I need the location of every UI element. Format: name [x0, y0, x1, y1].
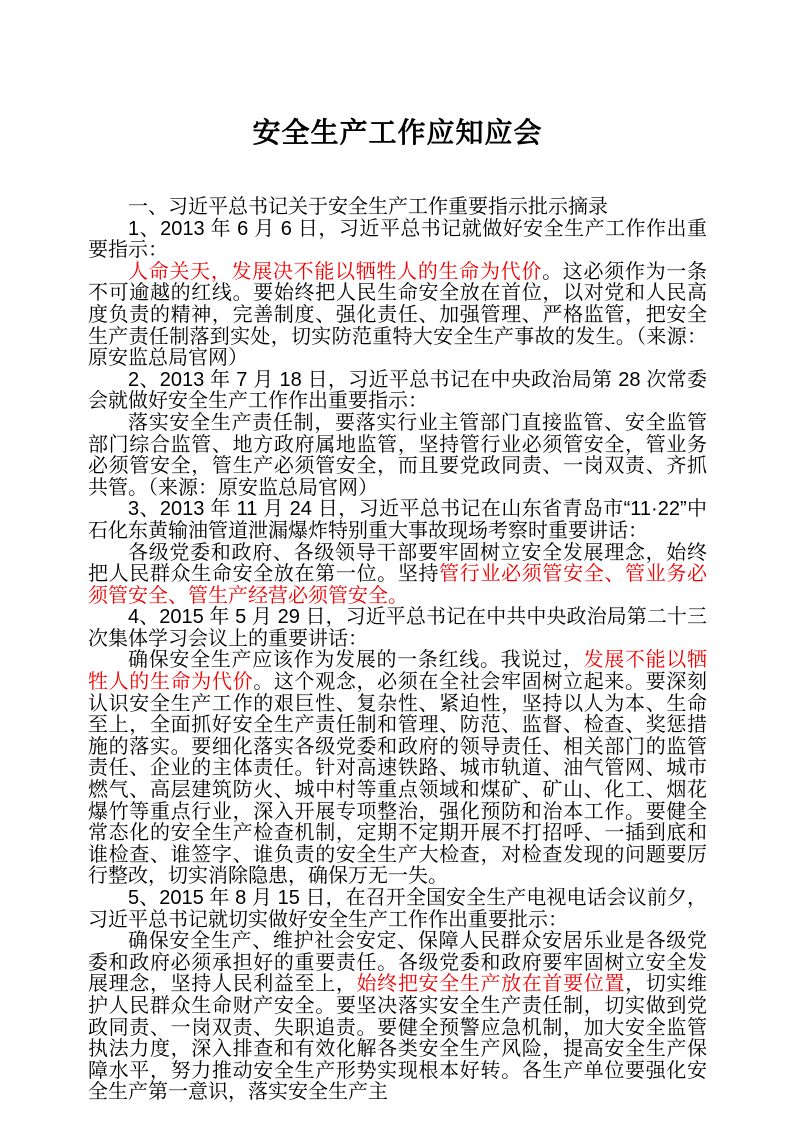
- text-run: 确保安全生产应该作为发展的一条红线。我说过，: [128, 649, 584, 672]
- highlighted-text-run: 人命关天，发展决不能以牺牲人的生命为代价: [128, 260, 543, 283]
- paragraph: [88, 262, 707, 370]
- text-run: 1、2013 年 6 月 6 日，习近平总书记就做好安全生产工作作出重要指示：: [88, 217, 707, 262]
- paragraph: [88, 888, 707, 931]
- text-run: 4、2015 年 5 月 29 日，习近平总书记在中共中央政治局第二十三次集体学习会议上的重要讲话：: [88, 606, 707, 650]
- paragraph: [88, 197, 707, 219]
- paragraph: [88, 413, 707, 499]
- paragraph: [88, 607, 707, 650]
- highlighted-text-run: 始终把安全生产放在首要位置: [356, 973, 626, 996]
- text-run: 2、2013 年 7 月 18 日，习近平总书记在中央政治局第 28 次常委会就做好安全生产工作作出重要指示：: [88, 368, 707, 413]
- text-run: 5、2015 年 8 月 15 日，在召开全国安全生产电视电话会议前夕，习近平总书记就切实做好安全生产工作作出重要批示：: [88, 887, 707, 931]
- paragraph: [88, 543, 707, 608]
- text-run: 。这必须作为一条不可逾越的红线。要始终把人民生命安全放在首位，以对党和人民高度负责的精神，完善制度、强化责任、加强管理、严格监管，把安全生产责任制落到实处，切实防范重特大安全生产事故的发生。（来源：原安监总局官网）: [88, 260, 708, 370]
- highlighted-text-run: 管行业必须管安全、管业务必须管安全、管生产经营必须管安全。: [88, 563, 708, 607]
- highlighted-text-run: 发展不能以牺牲人的生命为代价: [88, 649, 708, 694]
- paragraph: [88, 219, 707, 262]
- text-run: 确保安全生产、维护社会安定、保障人民群众安居乐业是各级党委和政府必须承担好的重要责任。各级党委和政府要牢固树立安全发展理念，坚持人民利益至上，: [88, 930, 707, 996]
- page-title: 安全生产工作应知应会: [252, 117, 543, 148]
- text-run: 各级党委和政府、各级领导干部要牢固树立安全发展理念，始终把人民群众生命安全放在第一位。坚持: [88, 541, 707, 586]
- text-run: 一、习近平总书记关于安全生产工作重要指示批示摘录: [128, 196, 608, 218]
- document-body: [88, 197, 707, 1104]
- paragraph: [88, 370, 707, 413]
- paragraph: [88, 499, 707, 542]
- text-run: 落实安全生产责任制，要落实行业主管部门直接监管、安全监管部门综合监管、地方政府属地监管，坚持管行业必须管安全，管业务必须管安全，管生产必须管安全，而且要党政同责、一岗双责、齐抓共管。（来源：原安监总局官网）: [88, 411, 707, 499]
- paragraph: [88, 931, 707, 1104]
- text-run: 3、2013 年 11 月 24 日，习近平总书记在山东省青岛市“11·22”中石化东黄输油管道泄漏爆炸特别重大事故现场考察时重要讲话：: [88, 498, 707, 542]
- paragraph: [88, 650, 707, 888]
- text-run: 。这个观念，必须在全社会牢固树立起来。要深刻认识安全生产工作的艰巨性、复杂性、紧迫性，坚持以人为本、生命至上，全面抓好安全生产责任制和管理、防范、监督、检查、奖惩措施的落实。要细化落实各级党委和政府的领导责任、相关部门的监管责任、企业的主体责任。针对高速铁路、城市轨道、油气管网、城市燃气、高层建筑防火、城中村等重点领域和煤矿、矿山、化工、烟花爆竹等重点行业，深入开展专项整治，强化预防和治本工作。要健全常态化的安全生产检查机制，定期不定期开展不打招呼、一插到底和谁检查、谁签字、谁负责的安全生产大检查，对检查发现的问题要厉行整改，切实消除隐患，确保万无一失。: [88, 671, 708, 888]
- text-run: ，切实维护人民群众生命财产安全。要坚决落实安全生产责任制，切实做到党政同责、一岗双责、失职追责。要健全预警应急机制，加大安全监管执法力度，深入排查和有效化解各类安全生产风险，提高安全生产保障水平，努力推动安全生产形势实现根本好转。各生产单位要强化安全生产第一意识，落实安全生产主: [88, 973, 708, 1104]
